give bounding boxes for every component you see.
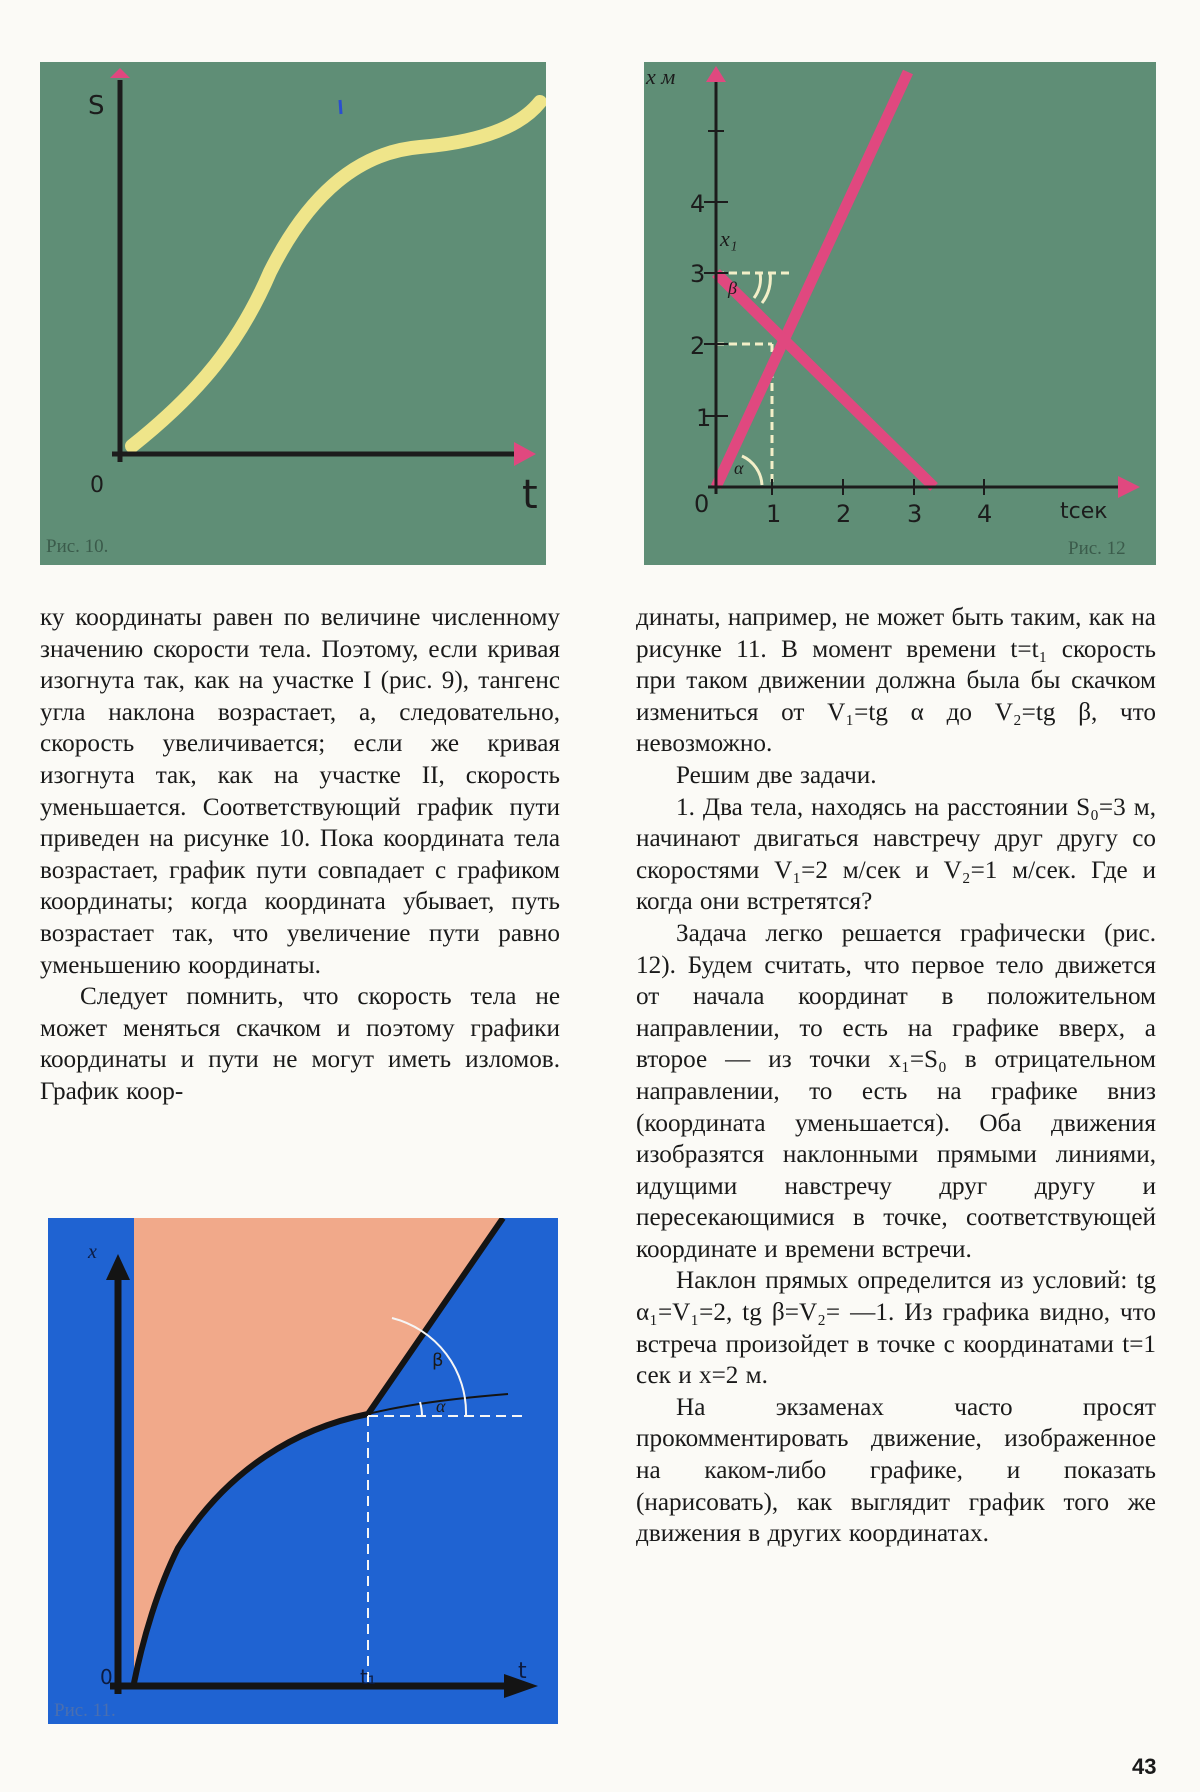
y-tick-label: 4: [690, 190, 706, 218]
figure-10: [40, 62, 546, 565]
angle-alpha-label: α: [436, 1396, 446, 1416]
y-tick-label: 1: [696, 404, 712, 432]
figure-10-graph: [40, 62, 546, 565]
figure-12-graph: [644, 62, 1156, 565]
tick-mark: [340, 100, 341, 114]
figure-12: [644, 62, 1156, 565]
paragraph: Наклон прямых определится из условий: tg α₁=V₁=2, tg β=V₂= —1. Из графика видно, что встреча произойдет в точке с координатами t=1 сек и x=2 м.: [636, 1267, 1156, 1390]
page-number: 43: [1132, 1754, 1157, 1779]
paragraph: ку координаты равен по величине численному значению скорости тела. Поэтому, если кривая изогнута так, как на участке I (рис. 9), тангенс угла наклона возрастает, а, следовательно, скорость увеличивается; если же кривая изогнута так, как на участке II, скорость уменьшается. Соответствующий график пути приведен на рисунке 10. Пока координата тела возрастает, график пути совпадает с графиком координаты; когда координата убывает, путь возрастает так, что увеличение пути равно уменьшению координаты.: [40, 604, 560, 979]
figure-caption: Рис. 10.: [46, 536, 109, 557]
right-text-column: [636, 602, 1156, 1550]
y-axis-label: x: [88, 1241, 97, 1263]
y-tick-label: 3: [690, 260, 706, 288]
y-axis-label: x м: [646, 64, 676, 89]
origin-label: 0: [694, 490, 710, 518]
x-tick-label: 2: [836, 500, 852, 528]
y-tick-label: 2: [690, 332, 706, 360]
t1-label: t₁: [360, 1665, 376, 1689]
x-tick-label: 1: [766, 500, 782, 528]
paragraph: Следует помнить, что скорость тела не может меняться скачком и поэтому графики координаты и пути не могут иметь изломов. График коор-: [40, 983, 560, 1105]
paragraph: На экзаменах часто просят прокомментировать движение, изображенное на каком-либо графике, и показать (нарисовать), как выглядит график того же движения в других координатах.: [636, 1393, 1156, 1548]
x-axis-label: tсек: [1060, 499, 1108, 524]
figure-caption: Рис. 11.: [54, 1700, 116, 1721]
origin-label: 0: [100, 1665, 113, 1689]
y-axis-label: S: [88, 91, 105, 121]
x-tick-label: 4: [977, 500, 993, 528]
origin-label: 0: [90, 473, 104, 498]
angle-beta-label: β: [432, 1350, 444, 1371]
paragraph: Решим две задачи.: [676, 761, 877, 789]
angle-alpha-label: α: [734, 458, 744, 478]
x-tick-label: 3: [907, 500, 923, 528]
paragraph: Задача легко решается графически (рис. 12). Будем считать, что первое тело движется от начала координат в положительном направлении, то есть на графике вверх, а второе — из точки x₁=S₀ в отрицательном направлении, то есть на графике вниз (координата уменьшается). Оба движения изобразятся наклонными прямыми линиями, идущими навстречу друг другу и пересекающимися в точке, соответствующей координате и времени встречи.: [636, 919, 1156, 1263]
x-axis-label: t: [522, 472, 538, 518]
x-axis-label: t: [518, 1659, 527, 1684]
figure-12-background: [644, 62, 1156, 565]
paragraph: 1. Два тела, находясь на расстоянии S₀=3 м, начинают двигаться навстречу друг другу со скоростями V₁=2 м/сек и V₂=1 м/сек. Где и когда они встретятся?: [636, 793, 1156, 916]
angle-beta-label: β: [728, 278, 737, 298]
figure-11: [48, 1218, 558, 1724]
figure-caption: Рис. 12: [1068, 538, 1126, 559]
left-text-column: [40, 602, 560, 1108]
paragraph: динаты, например, не может быть таким, как на рисунке 11. В момент времени t=t₁ скорость при таком движении должна была бы скачком измениться от V₁=tg α до V₂=tg β, что невозможно.: [636, 604, 1156, 758]
figure-11-graph: [48, 1218, 558, 1724]
x1-point-label: x₁: [720, 226, 738, 251]
